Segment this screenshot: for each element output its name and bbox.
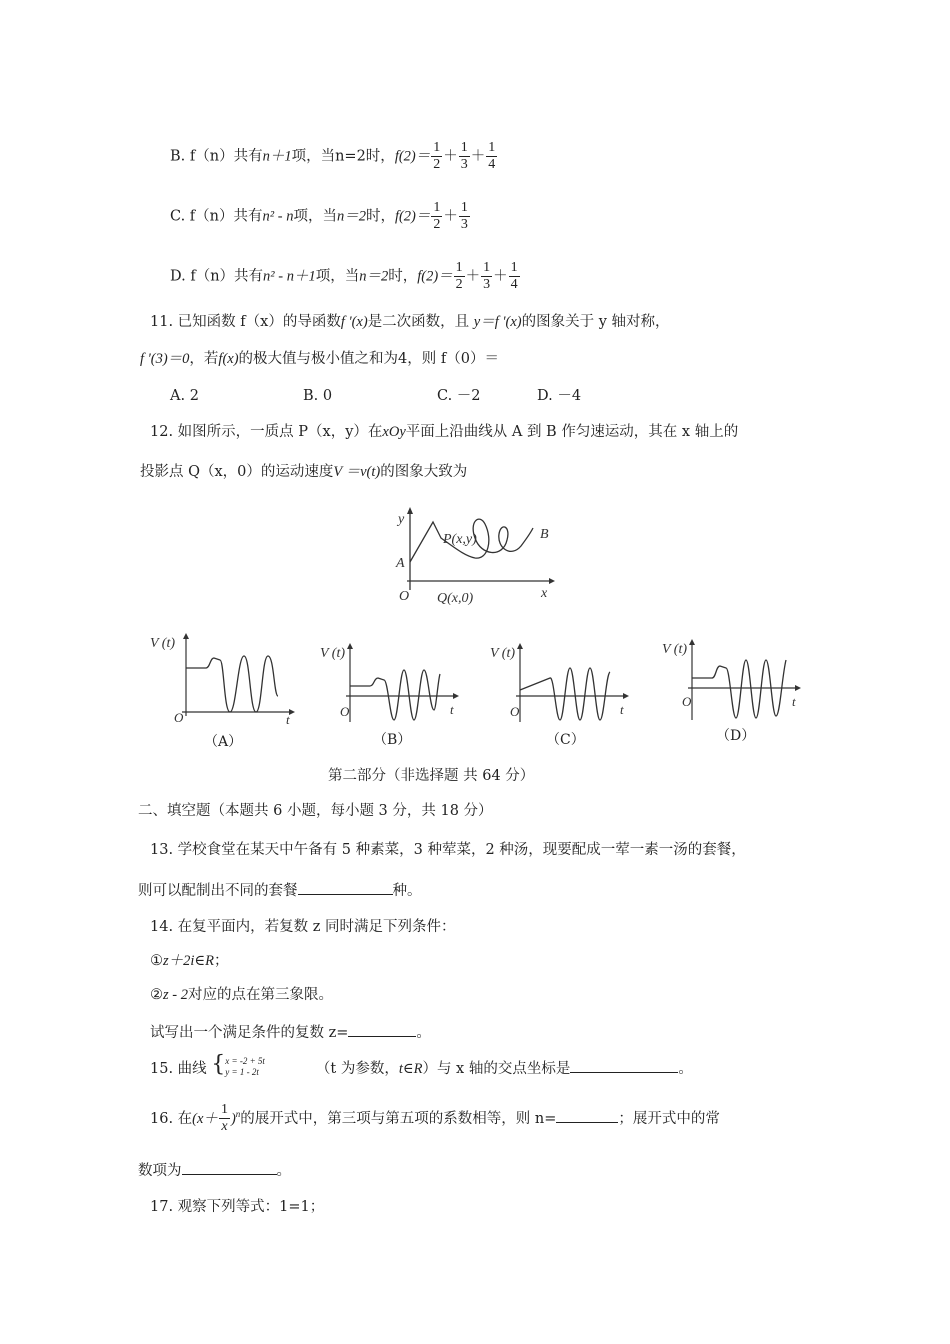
graph-a-t-arrow xyxy=(289,709,295,715)
fig-y-arrow xyxy=(407,507,413,514)
graph-c-v-arrow xyxy=(517,643,523,649)
graph-b-t-label: t xyxy=(450,702,454,717)
q11-line-2: f '(3)＝0，若f(x)的极大值与极小值之和为4，则 f（0）＝ xyxy=(140,351,499,367)
fraction: $\frac{1}{2}$ xyxy=(433,200,441,232)
q12-caption-a: （A） xyxy=(204,734,243,750)
q10-option-d: D. f（n）共有n² - n＋1项，当n＝2时，f(2)＝ $\frac{1}{2}$ ＋ $\frac{1}{3}$ ＋ $\frac{1}{4}$ xyxy=(170,260,518,292)
graph-b-t-arrow xyxy=(453,693,459,699)
q13-line-1: 13. 学校食堂在某天中午备有 5 种素菜，3 种荤菜，2 种汤，现要配成一荤一素一汤的套餐， xyxy=(150,842,746,858)
q12-caption-b: （B） xyxy=(373,732,412,748)
graph-c-curve xyxy=(520,668,610,720)
graph-b-o-label: O xyxy=(340,704,350,719)
q12-graph-c xyxy=(488,640,638,730)
graph-c-t-arrow xyxy=(623,693,629,699)
q10-option-b: B. f（n）共有n＋1项，当n=2时，f(2)＝ $\frac{1}{2}$ ＋ $\frac{1}{3}$ ＋ $\frac{1}{4}$ xyxy=(170,140,496,172)
graph-d-t-label: t xyxy=(792,694,796,709)
graph-b-v-label: V (t) xyxy=(320,646,346,661)
q16-line-1: 16. 在(x＋ $\frac{1}{x}$ )$^n$的展开式中，第三项与第五项的系数相等，则 n= ；展开式中的常 xyxy=(150,1102,720,1135)
graph-c-v-label: V (t) xyxy=(490,646,516,661)
q16-answer-blank-constant[interactable] xyxy=(182,1160,277,1175)
fraction: $\frac{1}{4}$ xyxy=(488,140,496,172)
q11-option-c: C. －2 xyxy=(437,388,481,404)
graph-a-o-label: O xyxy=(174,710,184,725)
fig-x-arrow xyxy=(549,578,555,584)
q14-condition-1: ①z＋2i∈R； xyxy=(150,953,229,969)
graph-a-v-arrow xyxy=(183,633,189,639)
q12-line-1: 12. 如图所示，一质点 P（x，y）在xOy平面上沿曲线从 A 到 B 作匀速运动，其在 x 轴上的 xyxy=(150,424,739,440)
q10-option-c: C. f（n）共有n² - n项，当n＝2时，f(2)＝ $\frac{1}{2}$ ＋ $\frac{1}{3}$ xyxy=(170,200,468,232)
q16-answer-blank-n[interactable] xyxy=(556,1108,618,1123)
graph-c-t-label: t xyxy=(620,702,624,717)
q14-line-1: 14. 在复平面内，若复数 z 同时满足下列条件： xyxy=(150,919,456,935)
brace-icon: { xyxy=(211,1052,226,1077)
fraction: $\frac{1}{4}$ xyxy=(510,260,518,292)
section-two-heading: 二、填空题（本题共 6 小题，每小题 3 分，共 18 分） xyxy=(138,803,493,819)
fig-label-b: B xyxy=(540,527,549,542)
q14-answer-blank[interactable] xyxy=(348,1022,416,1037)
fig-label-y: y xyxy=(398,512,405,527)
q13-line-2: 则可以配制出不同的套餐 种。 xyxy=(138,880,422,901)
graph-a-curve xyxy=(186,656,278,712)
fig-label-p: P(x,y) xyxy=(443,532,477,547)
q12-graph-d xyxy=(660,636,810,726)
part-two-heading: 第二部分（非选择题 共 64 分） xyxy=(328,768,535,784)
q11-line-1: 11. 已知函数 f（x）的导函数f '(x)是二次函数，且 y＝f '(x)的图象关于 y 轴对称， xyxy=(150,314,670,330)
graph-d-t-arrow xyxy=(795,685,801,691)
q12-line-2: 投影点 Q（x，0）的运动速度V ＝v(t)的图象大致为 xyxy=(140,464,468,480)
fraction: $\frac{1}{2}$ xyxy=(433,140,441,172)
fig-label-a: A xyxy=(396,556,405,571)
graph-d-v-label: V (t) xyxy=(662,642,688,657)
graph-b-v-arrow xyxy=(347,643,353,649)
q11-option-b: B. 0 xyxy=(303,388,333,404)
q12-graph-a xyxy=(148,630,308,730)
q11-option-d: D. －4 xyxy=(537,388,582,404)
q12-caption-d: （D） xyxy=(716,728,756,744)
q12-trajectory-figure xyxy=(385,500,565,612)
graph-d-o-label: O xyxy=(682,694,692,709)
q11-option-a: A. 2 xyxy=(170,388,199,404)
fig-label-x: x xyxy=(541,586,548,601)
q14-condition-2: ②z - 2对应的点在第三象限。 xyxy=(150,987,333,1003)
graph-a-t-label: t xyxy=(286,712,290,727)
q13-answer-blank[interactable] xyxy=(298,880,393,895)
graph-b-curve xyxy=(350,670,440,720)
q17-line: 17. 观察下列等式：1=1； xyxy=(150,1199,325,1215)
graph-d-curve xyxy=(692,660,786,718)
graph-d-v-arrow xyxy=(689,639,695,645)
fraction: $\frac{1}{3}$ xyxy=(483,260,491,292)
q12-graph-b xyxy=(318,640,468,730)
q15-answer-blank[interactable] xyxy=(570,1058,678,1073)
q15-line: 15. 曲线 { x = -2 + 5t y = 1 - 2t （t 为参数，t∈R）与 x 轴的交点坐标是 。 xyxy=(150,1058,693,1080)
fraction: $\frac{1}{3}$ xyxy=(460,200,468,232)
q15-parametric-system: { x = -2 + 5t y = 1 - 2t xyxy=(211,1052,265,1077)
fraction: $\frac{1}{2}$ xyxy=(455,260,463,292)
fraction: $\frac{1}{3}$ xyxy=(460,140,468,172)
graph-a-v-label: V (t) xyxy=(150,636,176,651)
fig-label-o: O xyxy=(399,589,410,604)
graph-c-o-label: O xyxy=(510,704,520,719)
fig-label-q: Q(x,0) xyxy=(437,591,474,606)
q16-line-2: 数项为 。 xyxy=(138,1160,291,1181)
q12-caption-c: （C） xyxy=(546,732,585,748)
fraction: $\frac{1}{x}$ xyxy=(220,1102,228,1135)
q14-line-4: 试写出一个满足条件的复数 z= 。 xyxy=(150,1022,431,1043)
